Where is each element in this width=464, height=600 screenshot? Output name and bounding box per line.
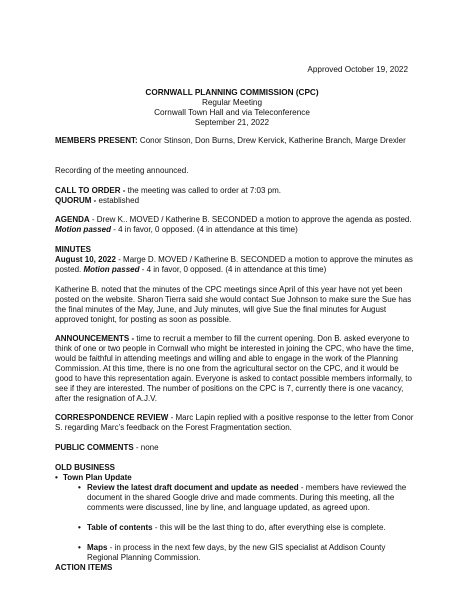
table-of-contents-label: Table of contents xyxy=(87,523,153,532)
approval-date: Approved October 19, 2022 xyxy=(307,65,408,74)
call-to-order-section xyxy=(55,186,415,206)
recording-note xyxy=(55,166,415,176)
agenda-section xyxy=(55,215,415,235)
announcements-text: time to recruit a member to fill the current opening. Don B. asked everyone to think of one or two people in Cornwall who might be interested in joining the CPC, who have the time, would be faithful in attending meetings and willing and able to engage in the work of the Planning Commission. At this time, there is no one from the agricultural sector on the CPC, and it would be good to have this representation again. Everyone is asked to contact possible members informally, to see if they are interested. The number of positions on the CPC is 7, currently there is one vacancy, after the resignation of A.J.V. xyxy=(55,334,414,403)
agenda-text: - Drew K.. MOVED / Katherine B. SECONDED a motion to approve the agenda as posted. xyxy=(89,215,412,224)
public-comments-text: - none xyxy=(133,443,159,452)
recording-text: Recording of the meeting announced. xyxy=(55,166,189,175)
action-items-section xyxy=(55,563,415,573)
correspondence-section xyxy=(55,413,415,433)
list-item xyxy=(78,543,415,563)
public-comments-section xyxy=(55,443,415,453)
meeting-location: Cornwall Town Hall and via Teleconference xyxy=(154,108,310,117)
correspondence-label: CORRESPONDENCE REVIEW xyxy=(55,413,169,422)
maps-text: - in process in the next few days, by the new GIS specialist at Addison County Regional Planning Commission. xyxy=(87,543,386,562)
town-plan-subitems xyxy=(55,483,415,563)
minutes-section xyxy=(55,245,415,275)
quorum-text: established xyxy=(96,196,140,205)
minutes-note-text: Katherine B. noted that the minutes of the CPC meetings since April of this year have not yet been posted on the website. Sharon Tierra said she would contact Sue Johnson to make sure the Sue has the final minutes of the May, June, and July minutes, will give Sue the final minutes for August approved tonight, for posting as soon as possible. xyxy=(55,285,412,324)
meeting-type: Regular Meeting xyxy=(201,98,263,107)
members-list: Conor Stinson, Don Burns, Drew Kervick, Katherine Branch, Marge Drexler xyxy=(137,136,406,145)
agenda-label: AGENDA xyxy=(55,215,90,224)
town-plan-item xyxy=(55,473,415,483)
old-business-heading: OLD BUSINESS xyxy=(55,463,116,472)
document-header xyxy=(0,88,464,128)
announcements-section xyxy=(55,334,415,404)
town-plan-list xyxy=(55,473,415,483)
members-present xyxy=(55,136,415,146)
list-item xyxy=(78,483,415,513)
meeting-date: September 21, 2022 xyxy=(194,118,270,127)
town-plan-label: Town Plan Update xyxy=(63,473,132,482)
old-business-section xyxy=(55,463,415,573)
maps-label: Maps xyxy=(87,543,108,552)
agenda-result: - 4 in favor, 0 opposed. (4 in attendance at this time) xyxy=(111,225,298,234)
minutes-heading: MINUTES xyxy=(55,245,91,254)
list-item xyxy=(78,523,415,533)
call-to-order-label: CALL TO ORDER - xyxy=(55,186,126,195)
minutes-date: August 10, 2022 xyxy=(55,255,116,264)
members-label: MEMBERS PRESENT: xyxy=(55,136,138,145)
call-to-order-text: the meeting was called to order at 7:03 pm. xyxy=(125,186,282,195)
minutes-note xyxy=(55,285,415,325)
review-draft-text: - members have reviewed the document in the shared Google drive and made comments. During this meeting, all the comments were discussed, line by line, and language updated, as agreed upon. xyxy=(87,483,407,512)
action-items-heading: ACTION ITEMS xyxy=(55,563,113,572)
table-of-contents-text: - this will be the last thing to do, after everything else is complete. xyxy=(152,523,386,532)
announcements-label: ANNOUNCEMENTS - xyxy=(55,334,135,343)
minutes-motion-passed: Motion passed xyxy=(83,265,140,274)
quorum-label: QUORUM - xyxy=(55,196,97,205)
correspondence-text: - Marc Lapin replied with a positive response to the letter from Conor S. regarding Marc’s feedback on the Forest Fragmentation section. xyxy=(55,413,414,432)
commission-title: CORNWALL PLANNING COMMISSION (CPC) xyxy=(145,88,319,97)
agenda-motion-passed: Motion passed xyxy=(55,225,112,234)
review-draft-label: Review the latest draft document and update as needed xyxy=(87,483,299,492)
public-comments-label: PUBLIC COMMENTS xyxy=(55,443,134,452)
minutes-text: - Marge D. MOVED / Katherine B. SECONDED a motion to approve the minutes as posted. xyxy=(55,255,413,274)
minutes-result: - 4 in favor, 0 opposed. (4 in attendance at this time) xyxy=(139,265,327,274)
